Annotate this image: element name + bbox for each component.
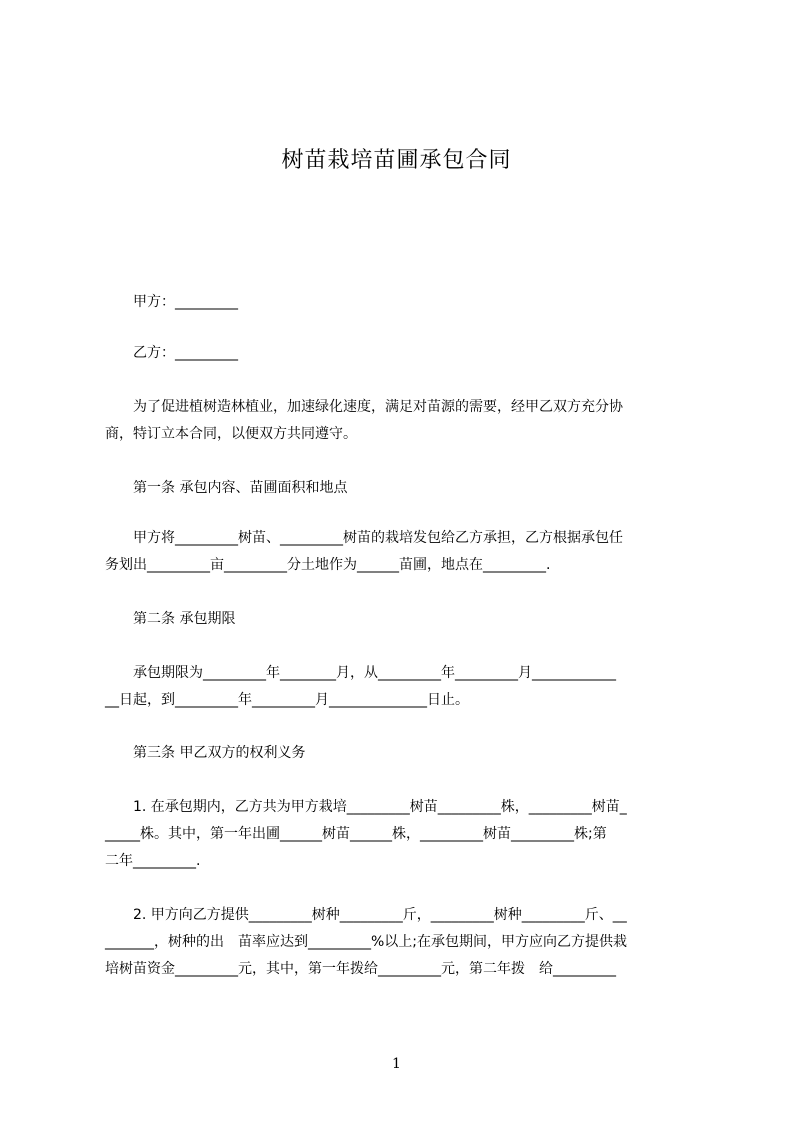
article2-line: __日起，到_________年_________月______________日止。 [105,692,469,708]
document-title: 树苗栽培苗圃承包合同 [281,148,512,173]
article3-heading [105,740,701,767]
article3-item1-line: 1. 在承包期内，乙方共为甲方栽培_________树苗_________株，_________树苗_ [119,799,627,815]
party-b-label: 乙方：_________ [133,345,238,361]
article2-heading [105,606,701,633]
preamble-paragraph [105,394,701,448]
article1-heading-text: 第一条 承包内容、苗圃面积和地点 [133,480,348,496]
article2-line: 承包期限为_________年________月，从_________年_________月____________ [119,665,616,681]
preamble-line: 为了促进植树造林植业，加速绿化速度，满足对苗源的需要，经甲乙双方充分协 [119,399,623,415]
article1-line: 务划出_________亩_________分土地作为______苗圃，地点在_________. [105,557,551,573]
article1-paragraph [105,525,701,579]
article3-item2-line: 2. 甲方向乙方提供_________树种_________斤，_________树种_________斤、__ [119,907,627,923]
article3-item1-line: _____株。其中，第一年出圃______树苗______株，_________树苗_________株;第 [105,826,607,842]
article3-heading-text: 第三条 甲乙双方的权利义务 [133,745,306,761]
article1-line: 甲方将_________树苗、_________树苗的栽培发包给乙方承担，乙方根据承包任 [119,530,623,546]
page-number: 1 [392,1056,401,1072]
article2-paragraph [105,660,701,714]
article3-item1-line: 二年_________. [105,853,201,869]
party-a-label: 甲方：_________ [133,294,238,310]
article3-item2-line: _______，树种的出 苗率应达到_________%以上;在承包期间，甲方应向乙方提供栽 [105,934,628,950]
article3-item2-paragraph [105,902,701,983]
preamble-line: 商，特订立本合同，以便双方共同遵守。 [105,426,357,442]
party-b-line [105,340,701,367]
article2-heading-text: 第二条 承包期限 [133,611,236,627]
party-a-line [105,289,701,316]
article3-item1-paragraph [105,794,701,875]
article3-item2-line: 培树苗资金_________元，其中，第一年拨给_________元，第二年拨 给_________ [105,961,616,977]
article1-heading [105,475,701,502]
